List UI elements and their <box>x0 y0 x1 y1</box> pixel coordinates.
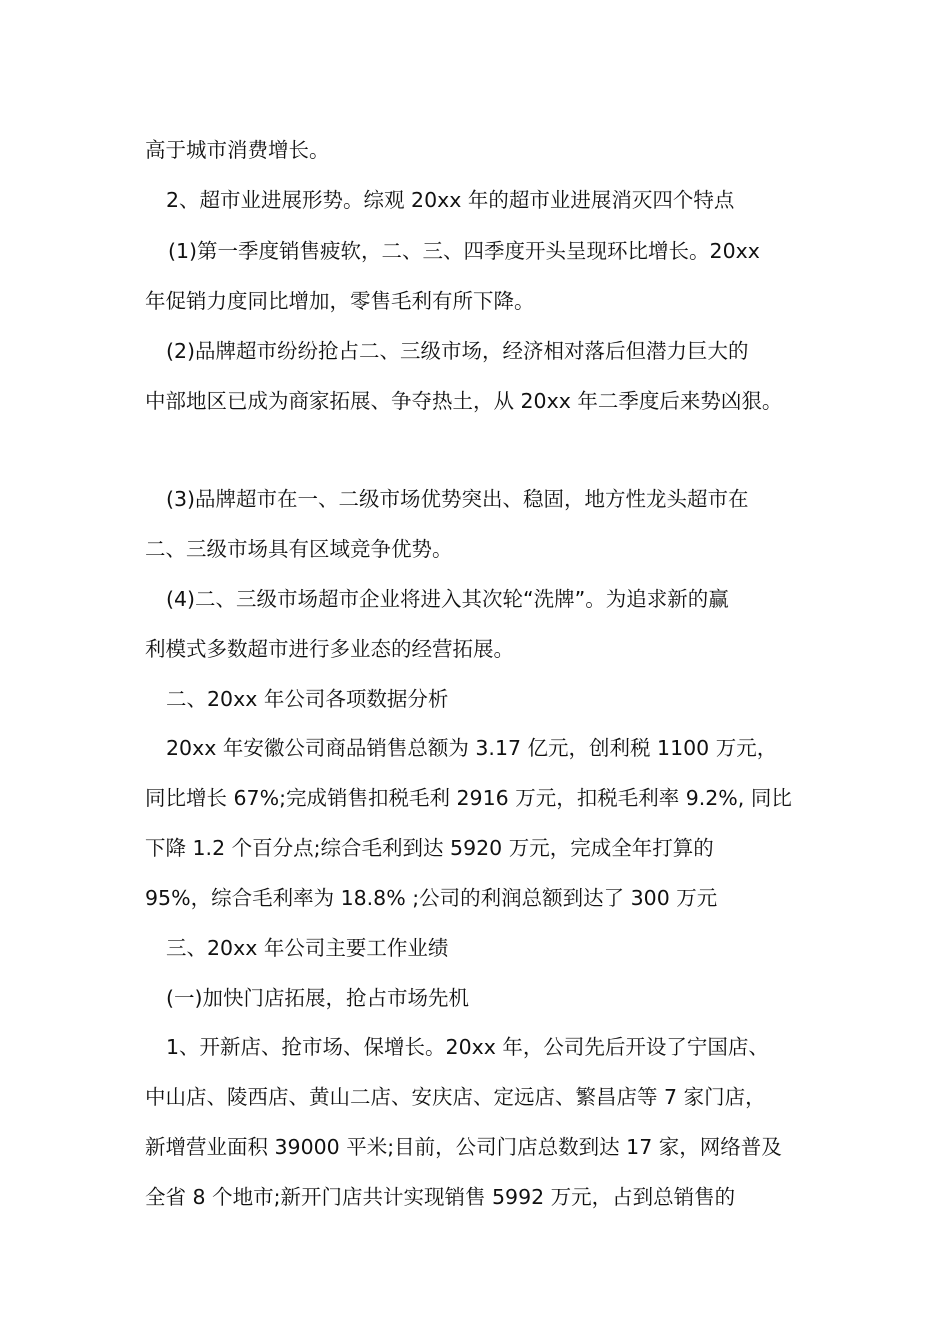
text-line: 20xx 年安徽公司商品销售总额为 3.17 亿元，创利税 1100 万元， <box>166 736 778 760</box>
text-line: 年促销力度同比增加，零售毛利有所下降。 <box>145 289 535 313</box>
text-line: 1、开新店、抢市场、保增长。20xx 年，公司先后开设了宁国店、 <box>166 1035 769 1059</box>
text-line: 中部地区已成为商家拓展、争夺热土，从 20xx 年二季度后来势凶狠。 <box>145 389 783 413</box>
section-heading: 三、20xx 年公司主要工作业绩 <box>166 936 449 960</box>
text-line: 二、三级市场具有区域竞争优势。 <box>145 537 453 561</box>
text-line: 高于城市消费增长。 <box>145 138 330 162</box>
text-line: 中山店、陵西店、黄山二店、安庆店、定远店、繁昌店等 7 家门店， <box>145 1085 766 1109</box>
text-line: 2、超市业进展形势。综观 20xx 年的超市业进展消灭四个特点 <box>166 188 735 212</box>
text-line: (3)品牌超市在一、二级市场优势突出、稳固，地方性龙头超市在 <box>166 487 749 511</box>
text-line: (2)品牌超市纷纷抢占二、三级市场，经济相对落后但潜力巨大的 <box>166 339 749 363</box>
text-line: 95%，综合毛利率为 18.8% ;公司的利润总额到达了 300 万元 <box>145 886 718 910</box>
text-line: 利模式多数超市进行多业态的经营拓展。 <box>145 637 514 661</box>
text-line: 下降 1.2 个百分点;综合毛利到达 5920 万元，完成全年打算的 <box>145 836 714 860</box>
subsection-heading: (一)加快门店拓展，抢占市场先机 <box>166 986 469 1010</box>
text-line: 全省 8 个地市;新开门店共计实现销售 5992 万元，占到总销售的 <box>145 1185 736 1209</box>
text-line: 同比增长 67%;完成销售扣税毛利 2916 万元，扣税毛利率 9.2%, 同比 <box>145 786 792 810</box>
section-heading: 二、20xx 年公司各项数据分析 <box>166 687 449 711</box>
text-line: 新增营业面积 39000 平米;目前，公司门店总数到达 17 家，网络普及 <box>145 1135 782 1159</box>
text-line: (4)二、三级市场超市企业将进入其次轮“洗牌”。为追求新的赢 <box>166 587 729 611</box>
text-line: (1)第一季度销售疲软，二、三、四季度开头呈现环比增长。20xx <box>168 239 760 263</box>
